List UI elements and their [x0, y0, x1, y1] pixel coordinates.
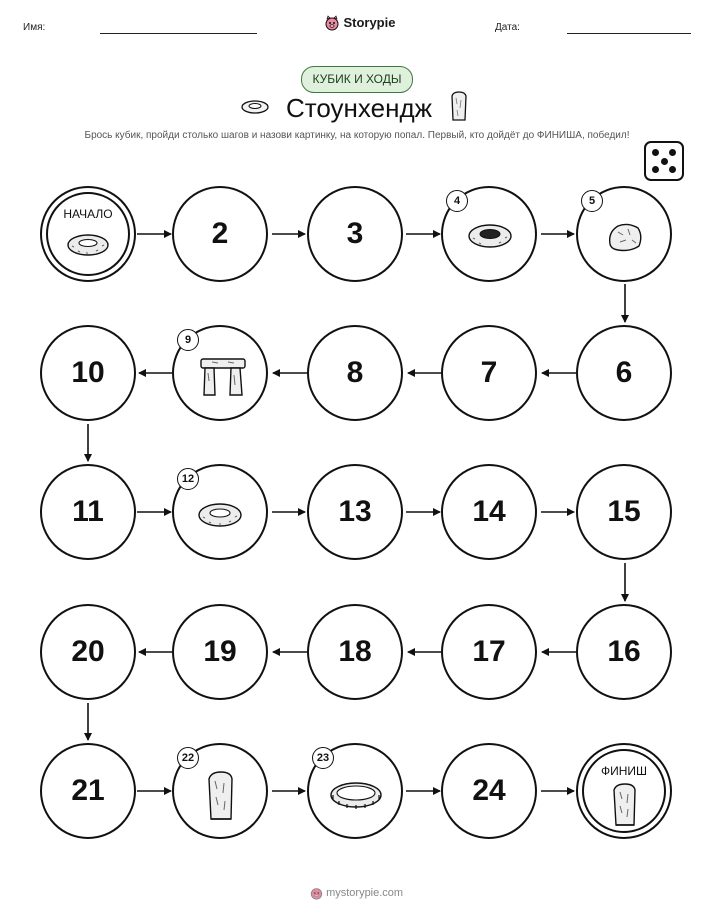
- cell-number: 20: [71, 635, 105, 668]
- cell-badge: 5: [581, 190, 603, 212]
- pig-mascot-icon: [310, 886, 323, 900]
- cell-number: 3: [346, 217, 364, 250]
- boulder-icon: [606, 220, 644, 254]
- board-cell-finish[interactable]: [576, 743, 672, 839]
- cell-number: 17: [472, 635, 506, 668]
- cell-number: 14: [472, 495, 506, 528]
- cell-number: 21: [71, 774, 105, 807]
- standing-stone-icon: [611, 781, 639, 829]
- finish-label: ФИНИШ: [600, 764, 648, 778]
- board-cell-24[interactable]: [441, 743, 537, 839]
- board-cell-6[interactable]: [576, 325, 672, 421]
- brand-name: Storypie: [343, 15, 396, 30]
- date-label: Дата:: [495, 22, 520, 33]
- board-cell-23[interactable]: [307, 743, 403, 839]
- cell-number: 16: [607, 635, 641, 668]
- cell-number: 8: [346, 356, 364, 389]
- board-cell-21[interactable]: [40, 743, 136, 839]
- board-cell-11[interactable]: [40, 464, 136, 560]
- cell-number: 7: [480, 356, 498, 389]
- board-cell-10[interactable]: [40, 325, 136, 421]
- standing-stone-icon: [206, 769, 236, 823]
- cell-number: 24: [472, 774, 506, 807]
- footer-url[interactable]: mystorypie.com: [326, 886, 404, 899]
- cell-number: 2: [211, 217, 229, 250]
- start-label: НАЧАЛО: [63, 207, 113, 221]
- board-cell-22[interactable]: [172, 743, 268, 839]
- instructions: Брось кубик, пройди столько шагов и назови картинку, на которую попал. Первый, кто дойдёт до ФИНИША, победил!: [84, 130, 630, 141]
- board-cell-5[interactable]: [576, 186, 672, 282]
- cell-badge: 12: [177, 468, 199, 490]
- board-cell-13[interactable]: [307, 464, 403, 560]
- game-type-pill: КУБИК И ХОДЫ: [301, 66, 413, 93]
- board-cell-2[interactable]: [172, 186, 268, 282]
- board-cell-16[interactable]: [576, 604, 672, 700]
- board-cell-start[interactable]: [40, 186, 136, 282]
- board-cell-8[interactable]: [307, 325, 403, 421]
- stone-ring-icon: [197, 501, 243, 529]
- cell-number: 11: [72, 495, 104, 528]
- board-cell-3[interactable]: [307, 186, 403, 282]
- board-cell-19[interactable]: [172, 604, 268, 700]
- stone-ring-icon: [66, 232, 110, 258]
- name-label: Имя:: [23, 22, 46, 33]
- cell-badge: 9: [177, 329, 199, 351]
- board-cell-14[interactable]: [441, 464, 537, 560]
- cell-badge: 4: [446, 190, 468, 212]
- stone-circle-icon: [329, 779, 383, 811]
- cell-number: 13: [338, 495, 372, 528]
- cell-number: 18: [338, 635, 372, 668]
- cell-number: 15: [607, 495, 641, 528]
- page-title: Стоунхендж: [286, 93, 433, 123]
- board-cell-17[interactable]: [441, 604, 537, 700]
- board-cell-7[interactable]: [441, 325, 537, 421]
- cell-number: 6: [615, 356, 633, 389]
- stone-pit-ring-icon: [467, 222, 513, 250]
- board-cell-9[interactable]: [172, 325, 268, 421]
- trilithon-icon: [198, 355, 248, 399]
- board-cell-18[interactable]: [307, 604, 403, 700]
- board-cell-20[interactable]: [40, 604, 136, 700]
- cell-number: 19: [203, 635, 237, 668]
- board-cell-12[interactable]: [172, 464, 268, 560]
- footer: [310, 886, 403, 900]
- board-cell-15[interactable]: [576, 464, 672, 560]
- cell-number: 10: [71, 356, 105, 389]
- board-cell-4[interactable]: [441, 186, 537, 282]
- cell-badge: 22: [177, 747, 199, 769]
- cell-badge: 23: [312, 747, 334, 769]
